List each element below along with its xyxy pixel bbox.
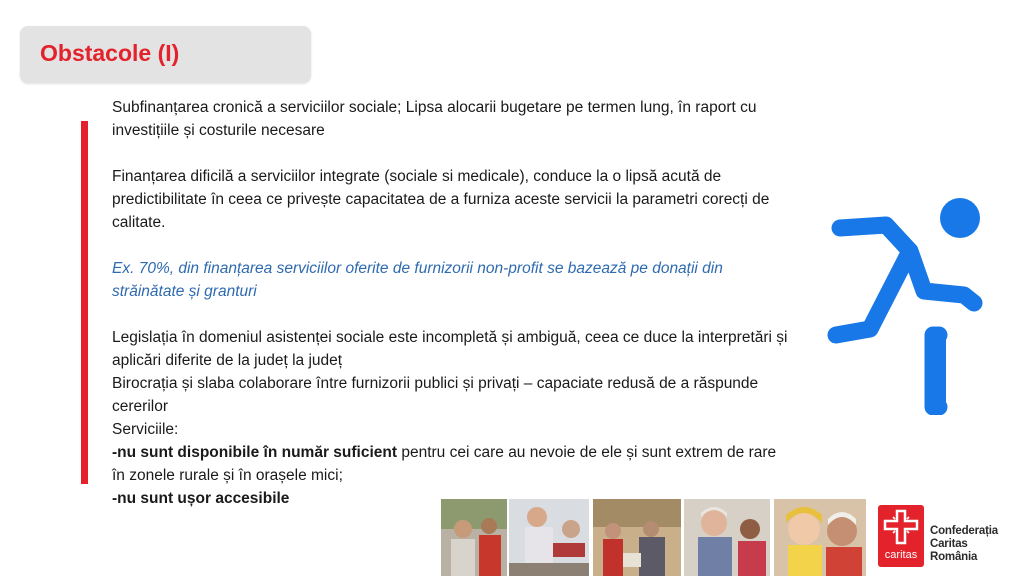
photo-community [593,499,681,576]
paragraph-finantare: Finanțarea dificilă a serviciilor integrate (sociale si medicale), conduce la o lipsă acută de predictibilitate în ceea ce privește capacitatea de a furniza aceste servicii la parametri corecți de calitate. [112,168,770,231]
logo-line-1: Confederația [930,525,998,537]
caritas-wordmark: caritas [884,549,918,561]
paragraph-disponibile [112,441,792,487]
paragraph-servicii: Serviciile: [112,421,179,438]
photo-family [774,499,866,576]
caritas-name [930,525,998,564]
bold-accesibile: -nu sunt ușor accesibile [112,490,290,507]
hurdle-jumper-icon [826,185,1002,415]
caritas-logo-mark [878,505,924,567]
paragraph-subfinantare: Subfinanțarea cronică a serviciilor sociale; Lipsa alocarii bugetare pe termen lung, în raport cu investițiile și costurile necesare [112,99,757,139]
caritas-logo [878,505,1024,571]
paragraph-example: Ex. 70%, din finanțarea serviciilor oferite de furnizorii non-profit se bazează pe donații din străinătate și granturi [112,260,723,300]
slide-body [112,96,792,510]
title-box [20,26,311,83]
slide-title: Obstacole (I) [40,40,180,66]
paragraph-legislatie: Legislația în domeniul asistenței sociale este incompletă și ambiguă, ceea ce duce la interpretări și aplicări diferite de la județ la județ [112,329,788,369]
bold-disponibile: -nu sunt disponibile în număr suficient [112,444,398,461]
logo-line-3: România [930,551,978,563]
photo-children [441,499,507,576]
photo-elderly [684,499,770,576]
accent-bar [81,121,88,484]
logo-line-2: Caritas [930,538,968,550]
paragraph-birocratie: Birocrația și slaba colaborare între furnizorii publici și privați – capaciate redusă de a răspunde cererilor [112,375,759,415]
text-disponibile-rest: pentru cei care au nevoie de ele și sunt extrem de rare în zonele rurale și în orașele mici; [112,444,777,484]
photo-medical-care [509,499,589,576]
caritas-cross-icon [883,509,919,545]
